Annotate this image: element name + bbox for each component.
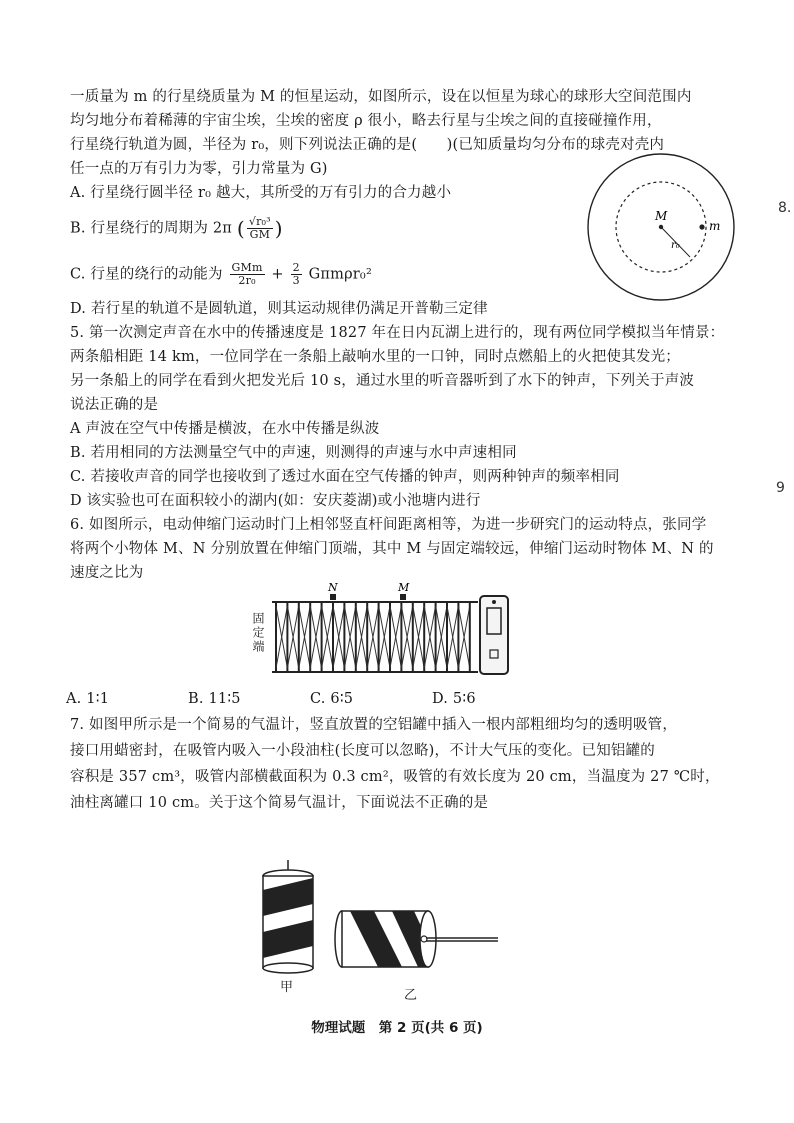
q5-option-b: B. 若用相同的方法测量空气中的声速，则测得的声速与水中声速相同 xyxy=(70,445,517,461)
fraction-numerator: GMm xyxy=(231,261,263,274)
q5-option-a: A 声波在空气中传播是横波，在水中传播是纵波 xyxy=(70,421,380,437)
right-paren: ) xyxy=(274,216,283,241)
q6-option-c: C. 6∶5 xyxy=(310,691,354,707)
q7-figure-yi xyxy=(330,905,500,975)
figure-jia-label: 甲 xyxy=(280,980,294,995)
object-n xyxy=(330,594,336,600)
q4-option-c-fraction-2 xyxy=(291,262,302,287)
motor-indicator xyxy=(492,600,496,604)
q6-gate-figure xyxy=(268,580,518,682)
q4-line-2: 均匀地分布着稀薄的宇宙尘埃，尘埃的密度 ρ 很小，略去行星与尘埃之间的直接碰撞作用， xyxy=(70,113,662,129)
q5-line-4: 说法正确的是 xyxy=(70,397,159,413)
q4-option-c-tail: Gπmρr₀² xyxy=(308,266,372,283)
label-m: M xyxy=(398,581,410,594)
q6-options-row xyxy=(66,688,554,710)
label-n: N xyxy=(328,581,338,594)
page-footer: 物理试题 第 2 页(共 6 页) xyxy=(311,1020,483,1036)
q4-line-4: 任一点的万有引力为零，引力常量为 G) xyxy=(70,161,328,177)
q7-line-1: 7. 如图甲所示是一个简易的气温计，竖直放置的空铝罐中插入一根内部粗细均匀的透明吸管， xyxy=(70,717,678,733)
q5-option-c: C. 若接收声音的同学也接收到了透过水面在空气传播的钟声，则两种钟声的频率相同 xyxy=(70,469,620,485)
planet-label: m xyxy=(709,219,721,233)
q7-line-3: 容积是 357 cm³，吸管内部横截面积为 0.3 cm²，吸管的有效长度为 20 cm，当温度为 27 ℃时， xyxy=(70,769,720,785)
planet-dot xyxy=(699,224,704,229)
fraction-numerator: √r₀³ xyxy=(248,215,271,228)
star-label: M xyxy=(655,209,668,223)
q6-line-1: 6. 如图所示，电动伸缩门运动时门上相邻竖直杆间距离相等，为进一步研究门的运动特点，张同学 xyxy=(70,517,707,533)
q4-option-c-fraction-1 xyxy=(230,262,265,287)
fraction-numerator: 2 xyxy=(292,261,300,274)
q4-option-a: A. 行星绕行圆半径 r₀ 越大，其所受的万有引力的合力越小 xyxy=(70,185,452,201)
q4-line-3: 行星绕行轨道为圆，半径为 r₀，则下列说法正确的是( )(已知质量均匀分布的球壳对壳内 xyxy=(70,137,665,153)
q4-option-d: D. 若行星的轨道不是圆轨道，则其运动规律仍满足开普勒三定律 xyxy=(70,301,488,317)
q7-line-2: 接口用蜡密封，在吸管内吸入一小段油柱(长度可以忽略)，不计大气压的变化。已知铝罐的 xyxy=(70,743,656,759)
q6-option-a: A. 1∶1 xyxy=(66,691,110,707)
q4-line-1: 一质量为 m 的行星绕质量为 M 的恒星运动，如图所示，设在以恒星为球心的球形大空间范围内 xyxy=(70,89,692,105)
left-paren: ( xyxy=(236,216,245,241)
q6-option-b: B. 11∶5 xyxy=(188,691,241,707)
q4-option-c-text: C. 行星的绕行的动能为 xyxy=(70,266,223,283)
q6-line-2: 将两个小物体 M、N 分别放置在伸缩门顶端，其中 M 与固定端较远，伸缩门运动时物体 M、N 的 xyxy=(70,541,714,557)
q7-line-4: 油柱离罐口 10 cm。关于这个简易气温计，下面说法不正确的是 xyxy=(70,795,489,811)
radius-label: r₀ xyxy=(671,240,680,251)
q6-option-d: D. 5∶6 xyxy=(432,691,476,707)
fraction-denominator: 2r₀ xyxy=(238,274,256,287)
q5-line-1: 5. 第一次测定声音在水中的传播速度是 1827 年在日内瓦湖上进行的，现有两位同学模拟当年情景： xyxy=(70,325,725,341)
fixed-end-label: 固定端 xyxy=(251,612,265,654)
fraction-denominator: GM xyxy=(249,228,271,241)
plus-sign: + xyxy=(271,266,284,283)
q6-line-3: 速度之比为 xyxy=(70,565,144,581)
q4-option-b xyxy=(70,216,283,241)
can-bottom xyxy=(263,963,313,973)
q4-option-c xyxy=(70,262,372,287)
fraction-denominator: 3 xyxy=(292,274,300,287)
object-m xyxy=(400,594,406,600)
q4-option-b-fraction xyxy=(247,216,273,241)
gate-bars xyxy=(276,602,470,672)
q4-orbit-figure xyxy=(584,150,738,304)
q5-line-3: 另一条船上的同学在看到火把发光后 10 s，通过水里的听音器听到了水下的钟声，下列关于声波 xyxy=(70,373,695,389)
side-mark-mid: 9 xyxy=(776,480,785,496)
q4-option-b-text: B. 行星绕行的周期为 2π xyxy=(70,220,233,237)
q5-line-2: 两条船相距 14 km，一位同学在一条船上敲响水里的一口钟，同时点燃船上的火把使其发光； xyxy=(70,349,681,365)
side-mark-top: 8. xyxy=(778,200,792,216)
figure-yi-label: 乙 xyxy=(404,988,418,1003)
q7-figure-jia xyxy=(255,860,325,978)
q5-option-d: D 该实验也可在面积较小的湖内(如：安庆菱湖)或小池塘内进行 xyxy=(70,493,481,509)
